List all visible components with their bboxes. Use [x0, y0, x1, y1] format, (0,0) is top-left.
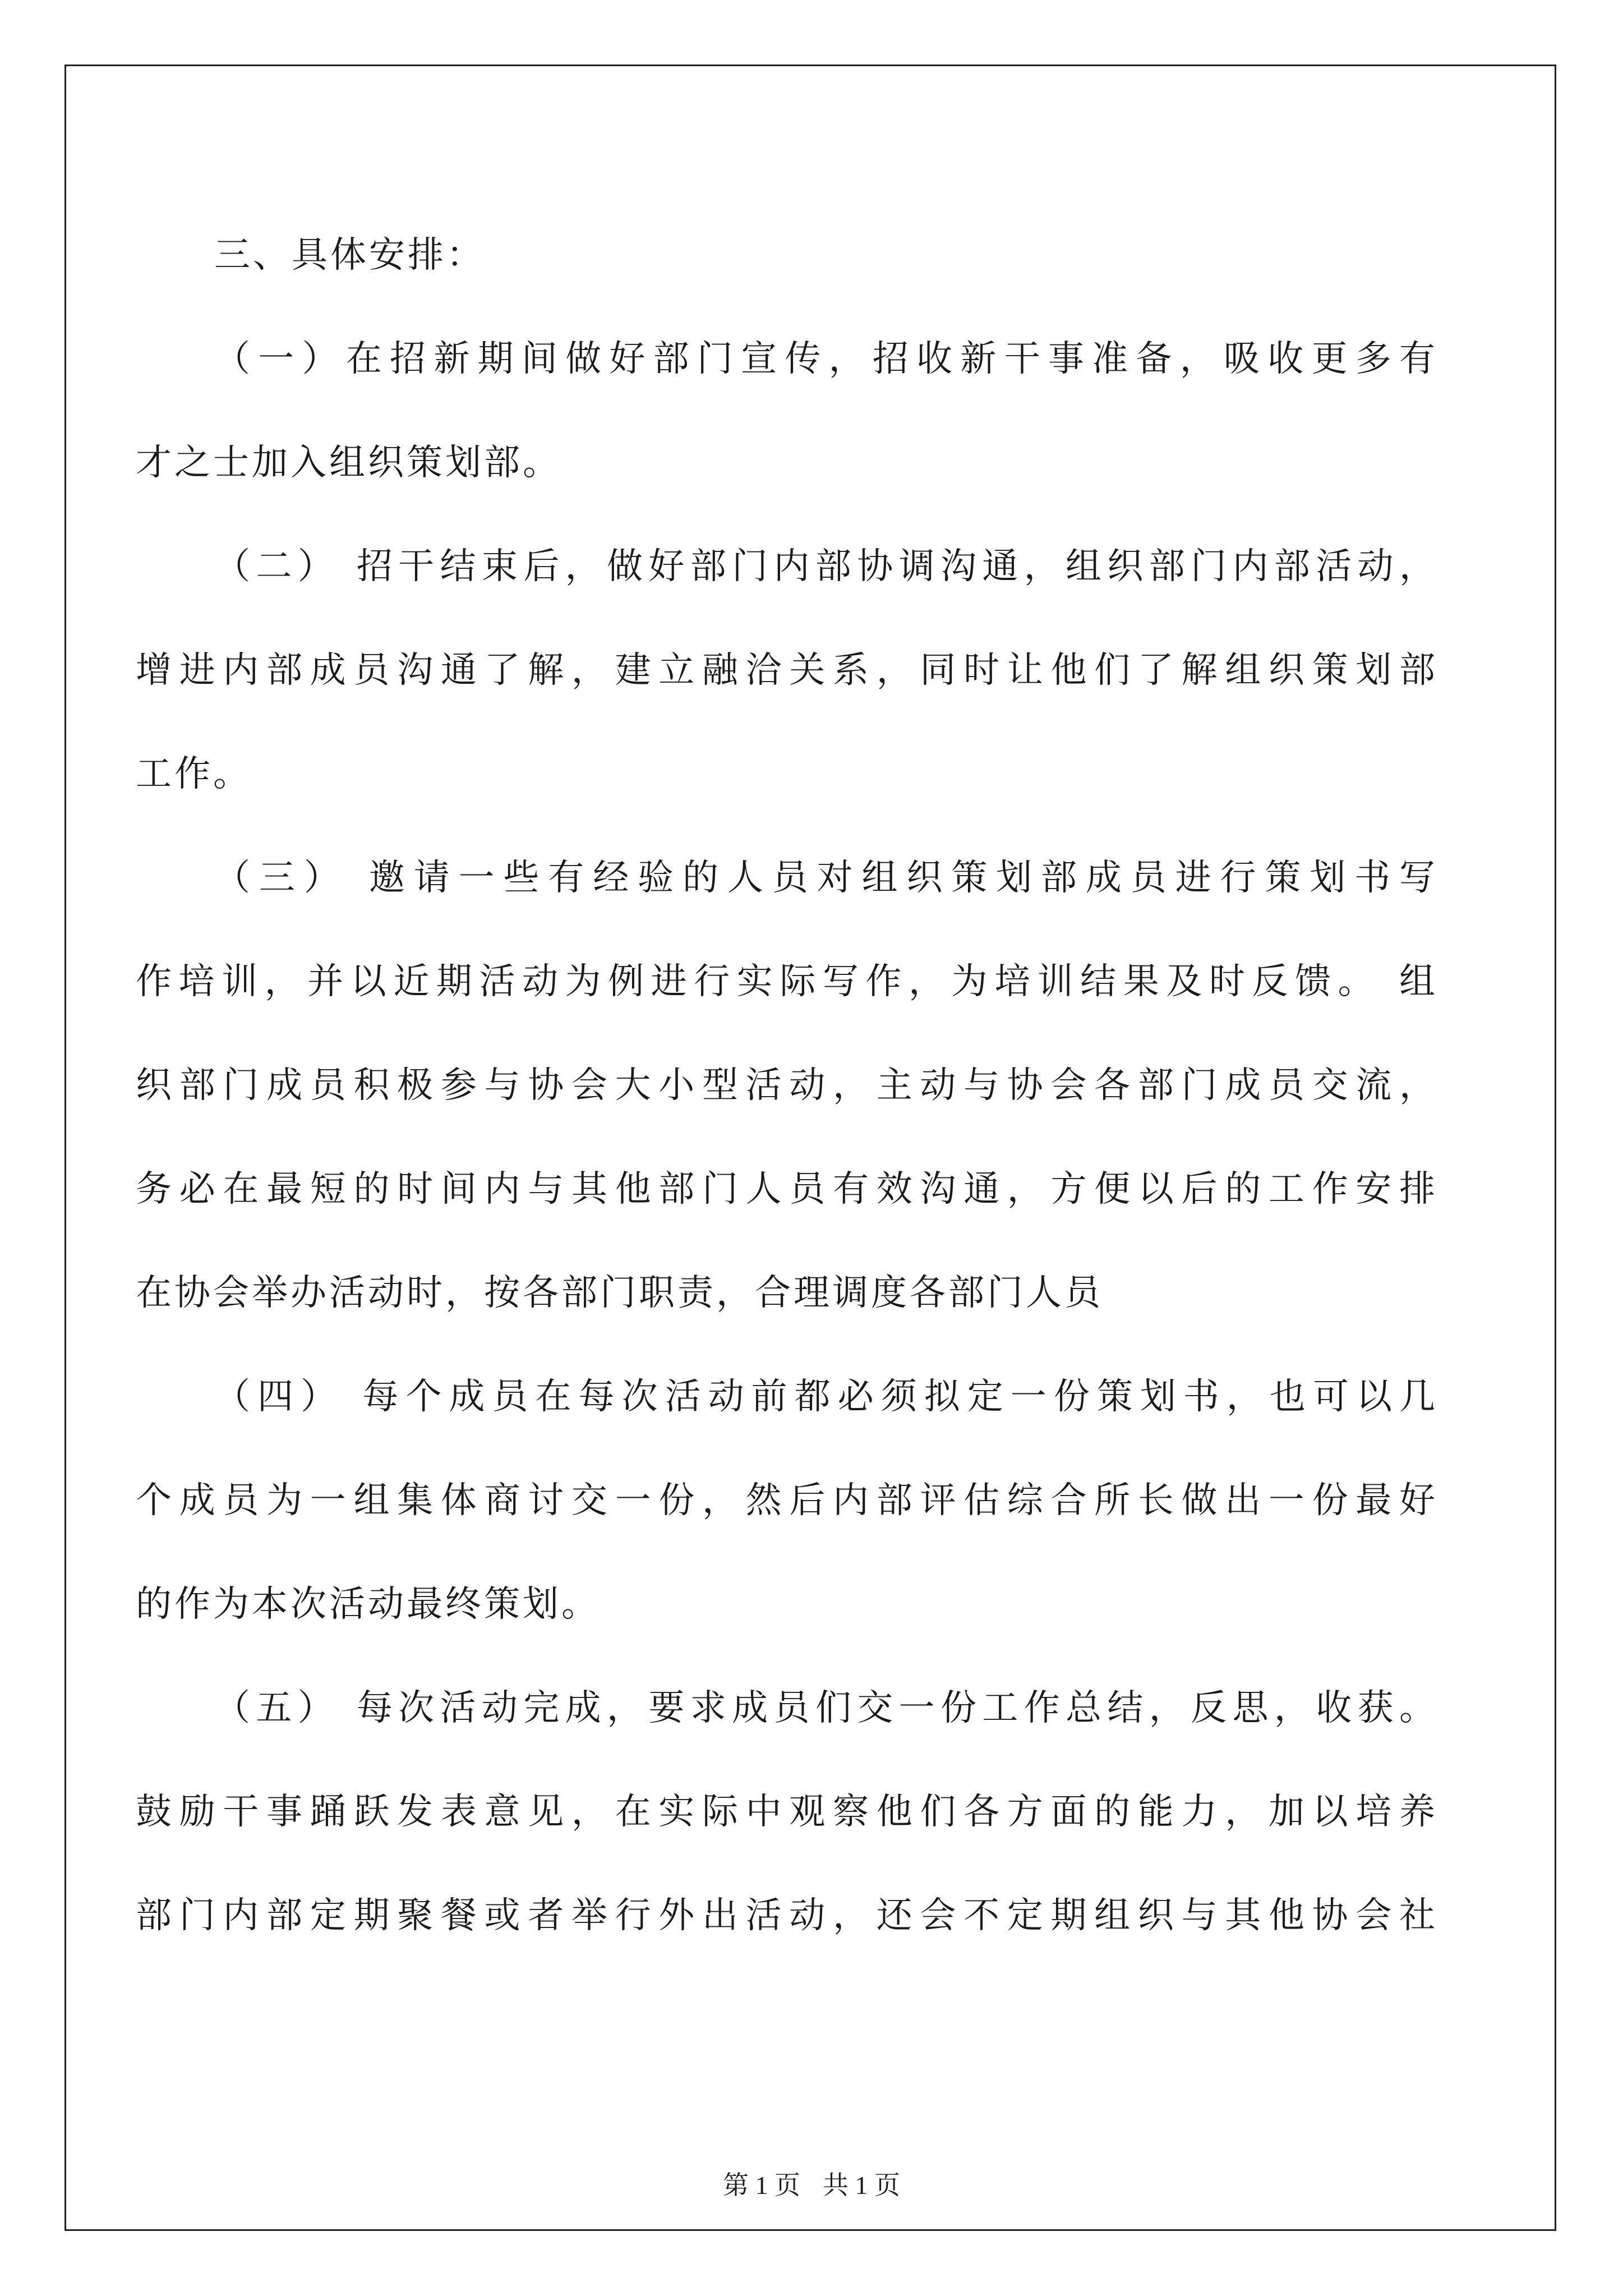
- text-line: 务必在最短的时间内与其他部门人员有效沟通，方便以后的工作安排: [136, 1168, 1438, 1210]
- text-line: （二） 招干结束后，做好部门内部协调沟通，组织部门内部活动，: [214, 546, 1438, 587]
- text-line: 增进内部成员沟通了解，建立融洽关系，同时让他们了解组织策划部: [136, 650, 1438, 691]
- text-line: 鼓励干事踊跃发表意见，在实际中观察他们各方面的能力，加以培养: [136, 1791, 1438, 1833]
- text-line: 在协会举办活动时，按各部门职责，合理调度各部门人员: [136, 1272, 1103, 1314]
- text-line: 部门内部定期聚餐或者举行外出活动，还会不定期组织与其他协会社: [136, 1895, 1438, 1936]
- page-number-total: 共 1 页: [823, 2171, 900, 2200]
- text-line: 工作。: [136, 753, 252, 795]
- text-line: （四） 每个成员在每次活动前都必须拟定一份策划书，也可以几: [214, 1376, 1438, 1418]
- text-line: （三） 邀请一些有经验的人员对组织策划部成员进行策划书写: [214, 857, 1438, 899]
- page-number-current: 第 1 页: [723, 2171, 800, 2200]
- page-footer: [0, 2169, 1623, 2202]
- text-line: （五） 每次活动完成，要求成员们交一份工作总结，反思，收获。: [214, 1687, 1438, 1729]
- section-heading: 三、具体安排：: [214, 234, 485, 276]
- text-line: 才之士加入组织策划部。: [136, 442, 561, 484]
- text-line: 织部门成员积极参与协会大小型活动，主动与协会各部门成员交流，: [136, 1065, 1438, 1106]
- text-line: 个成员为一组集体商讨交一份，然后内部评估综合所长做出一份最好: [136, 1480, 1438, 1521]
- text-line: 的作为本次活动最终策划。: [136, 1584, 600, 1625]
- text-line: （一）在招新期间做好部门宣传，招收新干事准备，吸收更多有: [214, 338, 1438, 380]
- text-line: 作培训，并以近期活动为例进行实际写作，为培训结果及时反馈。 组: [136, 961, 1438, 1002]
